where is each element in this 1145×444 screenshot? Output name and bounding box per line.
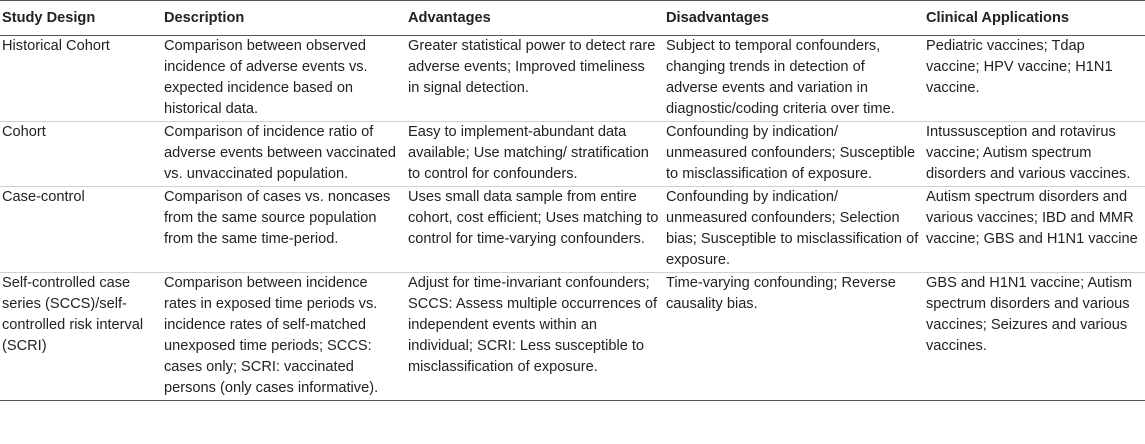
cell-study-design: Self-controlled case series (SCCS)/self-controlled risk interval (SCRI) xyxy=(2,275,144,354)
cell-clinical-applications: Intussusception and rotavirus vaccine; Autism spectrum disorders and various vaccines. xyxy=(926,124,1131,182)
table-header xyxy=(0,1,1145,36)
header-clinical-applications: Clinical Applications xyxy=(926,10,1069,26)
cell-advantages: Adjust for time-invariant confounders; SCCS: Assess multiple occurrences of independent events within an individual; SCRI: Less susceptible to misclassification of exposure. xyxy=(408,275,657,375)
table-body xyxy=(0,36,1145,401)
cell-study-design: Historical Cohort xyxy=(2,38,110,54)
table-row xyxy=(0,122,1145,187)
cell-clinical-applications: Autism spectrum disorders and various vaccines; IBD and MMR vaccine; GBS and H1N1 vaccine xyxy=(926,189,1138,247)
table-row xyxy=(0,36,1145,122)
cell-advantages: Uses small data sample from entire cohort, cost efficient; Uses matching to control for time-varying confounders. xyxy=(408,189,659,247)
cell-clinical-applications: GBS and H1N1 vaccine; Autism spectrum disorders and various vaccines; Seizures and various vaccines. xyxy=(926,275,1133,354)
cell-description: Comparison between observed incidence of adverse events vs. expected incidence based on historical data. xyxy=(164,38,368,117)
table-row xyxy=(0,273,1145,401)
cell-study-design: Cohort xyxy=(2,124,46,140)
cell-advantages: Easy to implement-abundant data available; Use matching/ stratification to control for confounders. xyxy=(408,124,649,182)
header-study-design: Study Design xyxy=(2,10,96,26)
cell-description: Comparison of incidence ratio of adverse events between vaccinated vs. unvaccinated population. xyxy=(164,124,397,182)
cell-disadvantages: Time-varying confounding; Reverse causality bias. xyxy=(666,275,896,312)
table-row xyxy=(0,187,1145,273)
cell-description: Comparison of cases vs. noncases from the same source population from the same time-period. xyxy=(164,189,391,247)
cell-clinical-applications: Pediatric vaccines; Tdap vaccine; HPV vaccine; H1N1 vaccine. xyxy=(926,38,1113,96)
cell-description: Comparison between incidence rates in exposed time periods vs. incidence rates of self-matched unexposed time periods; SCCS: cases only; SCRI: vaccinated persons (only cases informative). xyxy=(164,275,379,396)
header-advantages: Advantages xyxy=(408,10,491,26)
cell-study-design: Case-control xyxy=(2,189,85,205)
header-description: Description xyxy=(164,10,245,26)
cell-disadvantages: Confounding by indication/ unmeasured confounders; Susceptible to misclassification of exposure. xyxy=(666,124,916,182)
cell-disadvantages: Confounding by indication/ unmeasured confounders; Selection bias; Susceptible to misclassification of exposure. xyxy=(666,189,919,268)
header-disadvantages: Disadvantages xyxy=(666,10,770,26)
cell-disadvantages: Subject to temporal confounders, changing trends in detection of adverse events and variation in diagnostic/coding criteria over time. xyxy=(666,38,895,117)
header-row xyxy=(0,1,1145,36)
cell-advantages: Greater statistical power to detect rare adverse events; Improved timeliness in signal detection. xyxy=(408,38,656,96)
